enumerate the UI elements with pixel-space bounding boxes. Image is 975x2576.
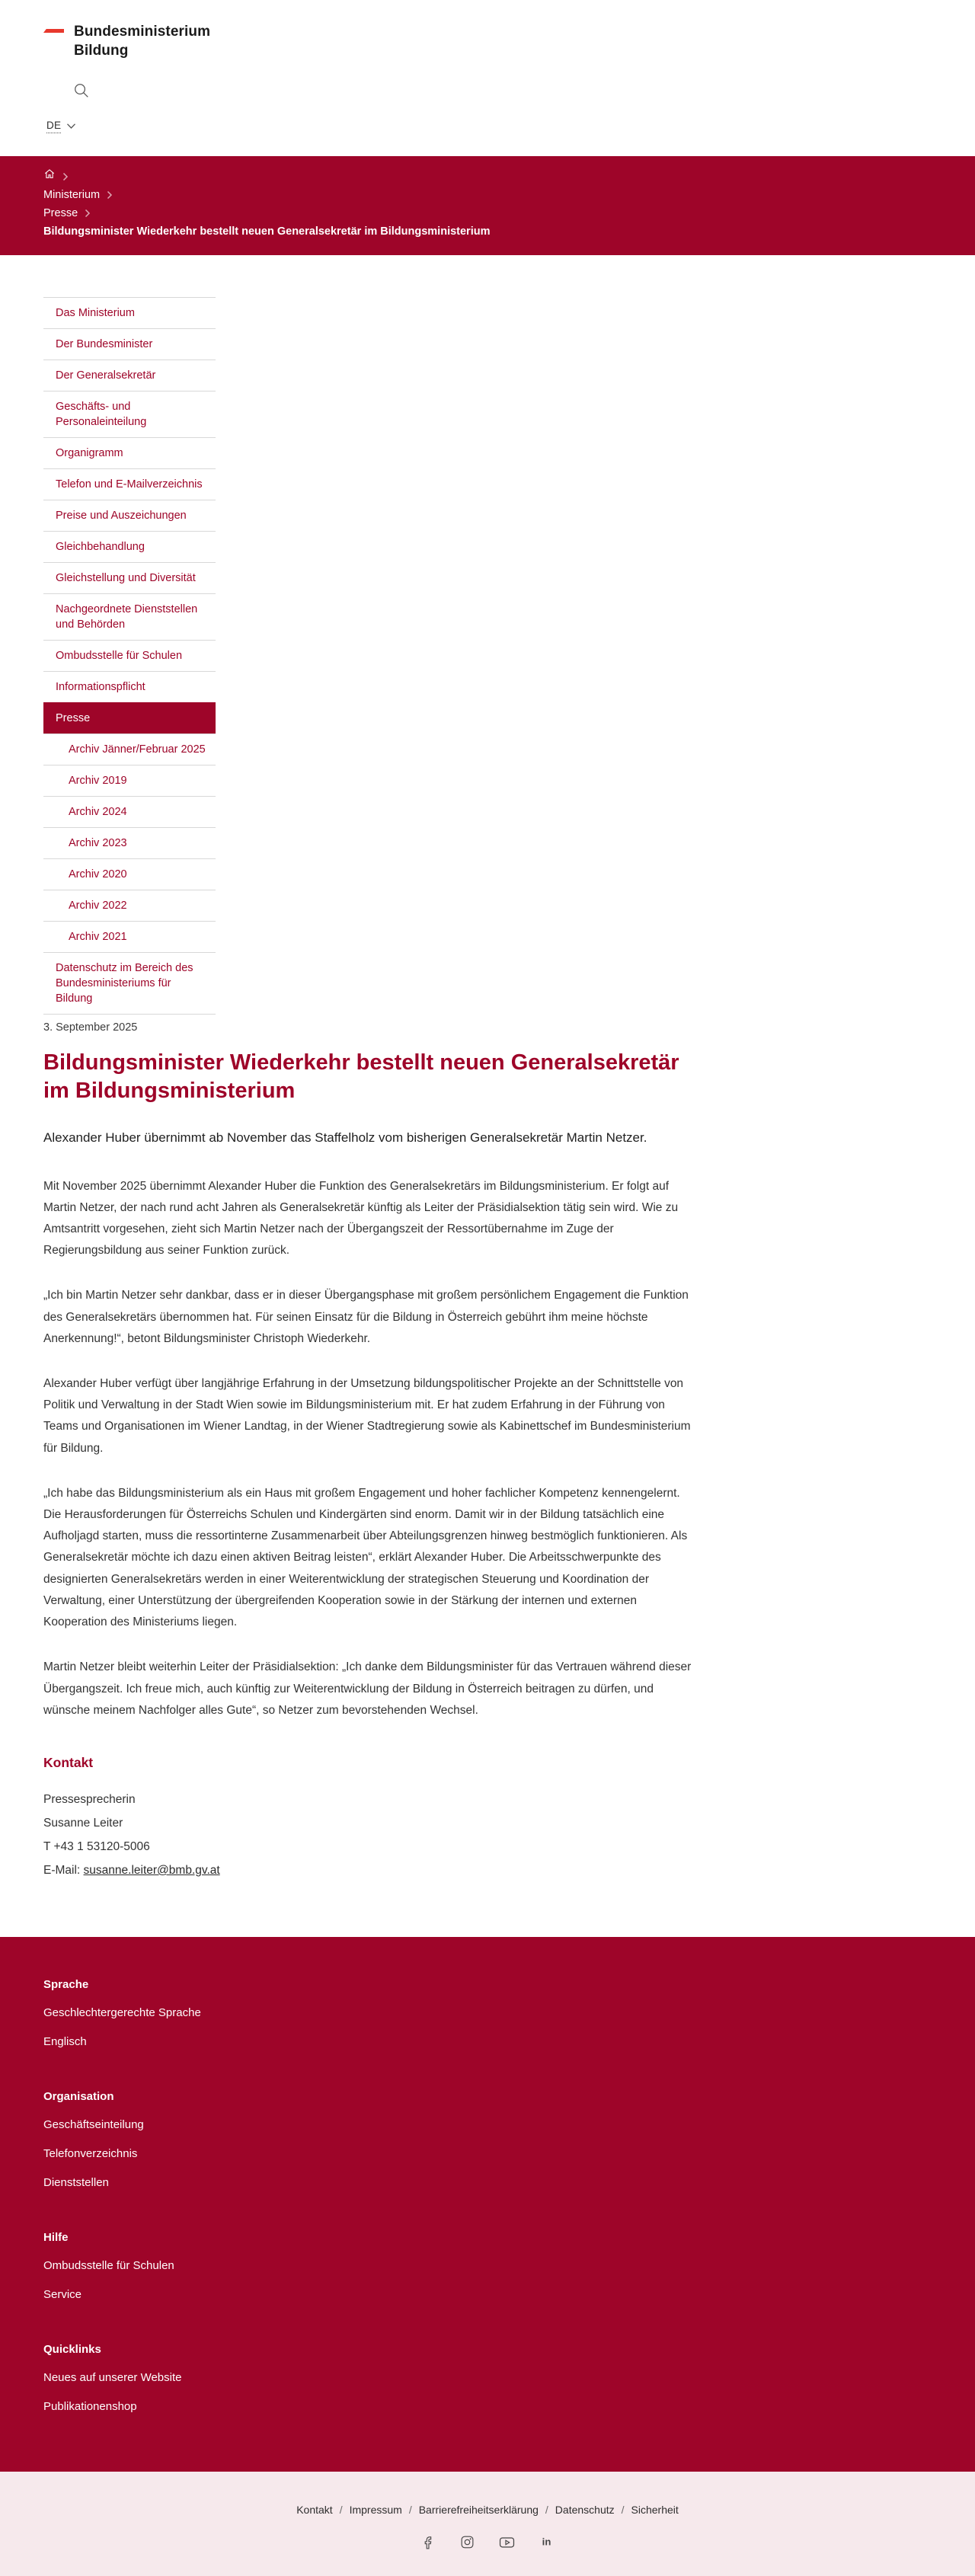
sidebar-item-gleichstellung-diversitaet[interactable]: Gleichstellung und Diversität [43,562,216,593]
sidebar-item-preise-auszeichnungen[interactable]: Preise und Auszeichungen [43,500,216,531]
sidebar-item-der-bundesminister[interactable]: Der Bundesminister [43,328,216,360]
footer-link-publikationenshop[interactable]: Publikationenshop [43,2399,137,2413]
youtube-icon[interactable] [498,2534,516,2550]
facebook-icon[interactable] [420,2534,436,2550]
sidebar-subitem-archiv-2023[interactable]: Archiv 2023 [43,827,216,858]
article-paragraph: „Ich habe das Bildungsministerium als ein Haus mit großem Engagement und hoher fachlicher Kompetenz kennengelernt. Die Herausforderungen für Österreichs Schulen und Kindergärten sind enorm. Damit wir in der Bildung tatsächlich eine Aufholjagd starten, muss die ressortinterne Zusammenarbeit über Abteilungsgrenzen hinweg bestmöglich funktionieren. Als Generalsekretär möchte ich dazu einen aktiven Beitrag leisten“, erklärt Alexander Huber. Die Arbeitsschwerpunkte des designierten Generalsekretärs werden in einer Weiterentwicklung der strategischen Steuerung und Koordination der Verwaltung, einer Unterstützung der übergreifenden Kooperation sowie in der Stärkung der internen und externen Kooperation des Ministeriums liegen. [43,1486,688,1629]
footer-link-geschaeftseinteilung[interactable]: Geschäftseinteilung [43,2117,144,2131]
contact-email-link[interactable]: susanne.leiter@bmb.gv.at [83,1863,220,1877]
linkedin-icon[interactable] [539,2534,555,2550]
separator: / [621,2503,625,2516]
sidebar-subitem-archiv-2024[interactable]: Archiv 2024 [43,796,216,827]
breadcrumb-current-page: Bildungsminister Wiederkehr bestellt neuen Generalsekretär im Bildungsministerium [43,225,491,238]
ministry-name [74,23,210,60]
sidebar-subitem-archiv-2021[interactable]: Archiv 2021 [43,921,216,952]
sidebar-item-datenschutz[interactable]: Datenschutz im Bereich des Bundesministeriums für Bildung [43,952,216,1015]
sidebar-item-geschaefts-personaleinteilung[interactable]: Geschäfts- und Personaleinteilung [43,391,216,437]
sidebar-item-das-ministerium[interactable]: Das Ministerium [43,297,216,328]
contact-email-label: E-Mail: [43,1863,84,1877]
footer-group-organisation [43,2075,932,2197]
press-release-article [43,1021,695,1882]
austria-flag-icon [43,26,64,33]
sidebar-item-gleichbehandlung[interactable]: Gleichbehandlung [43,531,216,562]
footer-group-hilfe [43,2216,932,2309]
footer-group-title: Organisation [43,2089,114,2103]
footer-link-ombudsstelle[interactable]: Ombudsstelle für Schulen [43,2258,174,2272]
page-title: Bildungsminister Wiederkehr bestellt neuen Generalsekretär im Bildungsministerium [43,1050,679,1104]
sidebar-subitem-archiv-jaenner-februar-2025[interactable]: Archiv Jänner/Februar 2025 [43,733,216,765]
breadcrumb-item-presse[interactable]: Presse [43,207,78,220]
sidebar-item-nachgeordnete-dienststellen[interactable]: Nachgeordnete Dienststellen und Behörden [43,593,216,640]
sidebar-item-der-generalsekretaer[interactable]: Der Generalsekretär [43,360,216,391]
home-icon [43,171,56,183]
footer-group-title: Quicklinks [43,2342,101,2356]
article-paragraph: „Ich bin Martin Netzer sehr dankbar, dass er in dieser Übergangsphase mit großem persönlichem Engagement die Funktion des Generalsekretärs übernommen hat. Für seinen Einsatz für die Bildung in Österreich gebührt ihm meine höchste Anerkennung!“, betont Bildungsminister Christoph Wiederkehr. [43,1289,689,1345]
sidebar-item-presse-active[interactable]: Presse [43,702,216,733]
breadcrumb [0,156,975,255]
sidebar-item-ombudsstelle[interactable]: Ombudsstelle für Schulen [43,640,216,671]
site-footer [0,1937,975,2472]
social-links [0,2534,975,2550]
footer-group-title: Sprache [43,1977,89,1991]
footer-group-quicklinks [43,2328,932,2421]
footer-link-dienststellen[interactable]: Dienststellen [43,2175,109,2189]
bottom-link-impressum[interactable]: Impressum [349,2503,402,2516]
search-icon [72,90,90,101]
bottom-link-kontakt[interactable]: Kontakt [296,2503,333,2516]
breadcrumb-home-link[interactable] [43,168,56,186]
bottom-link-barrierefreiheit[interactable]: Barrierefreiheitserklärung [418,2503,539,2516]
separator: / [545,2503,548,2516]
sidebar-item-organigramm[interactable]: Organigramm [43,437,216,468]
chevron-down-icon [66,120,76,133]
footer-link-englisch[interactable]: Englisch [43,2034,87,2048]
contact-section [43,1755,695,1882]
footer-link-neues-auf-website[interactable]: Neues auf unserer Website [43,2370,182,2384]
separator: / [408,2503,412,2516]
instagram-icon[interactable] [459,2534,475,2550]
sidebar-subitem-archiv-2020[interactable]: Archiv 2020 [43,858,216,890]
contact-name: Susanne Leiter [43,1816,123,1830]
bottom-link-datenschutz[interactable]: Datenschutz [555,2503,615,2516]
footer-link-geschlechtergerechte-sprache[interactable]: Geschlechtergerechte Sprache [43,2006,201,2019]
ministry-name-line2: Bildung [74,42,129,59]
ministry-name-line1: Bundesministerium [74,24,211,40]
search-button[interactable] [72,81,90,101]
footer-link-telefonverzeichnis[interactable]: Telefonverzeichnis [43,2146,138,2160]
breadcrumb-item-ministerium[interactable]: Ministerium [43,189,101,202]
contact-email-line [43,1858,695,1882]
legal-links [0,2504,975,2516]
sidebar-item-telefon-emailverzeichnis[interactable]: Telefon und E-Mailverzeichnis [43,468,216,500]
svg-text:in: in [542,2536,551,2548]
ministry-logo[interactable] [43,23,932,60]
chevron-right-icon [85,209,91,218]
article-lead: Alexander Huber übernimmt ab November das Staffelholz vom bisherigen Generalsekretär Martin Netzer. [43,1130,647,1145]
language-selector[interactable] [46,120,932,133]
article-date: 3. September 2025 [43,1021,138,1034]
section-sidebar-nav [43,297,216,1015]
chevron-right-icon [62,172,69,181]
sidebar-subitem-archiv-2019[interactable]: Archiv 2019 [43,765,216,796]
bottom-link-sicherheit[interactable]: Sicherheit [631,2503,679,2516]
contact-phone: T +43 1 53120-5006 [43,1839,150,1853]
sidebar-item-informationspflicht[interactable]: Informationspflicht [43,671,216,702]
sidebar-subitem-archiv-2022[interactable]: Archiv 2022 [43,890,216,921]
article-paragraph: Alexander Huber verfügt über langjährige Erfahrung in der Umsetzung bildungspolitischer Projekte an der Schnittstelle von Politik und Verwaltung in der Stadt Wien sowie im Bildungsministerium mit. Er hat zudem Erfahrung in der Führung von Teams und Organisationen im Wiener Landtag, in der Wiener Stadtregierung sowie als Kabinettschef im Bundesministerium für Bildung. [43,1377,691,1455]
contact-role: Pressesprecherin [43,1792,136,1806]
footer-link-service[interactable]: Service [43,2287,82,2301]
separator: / [339,2503,343,2516]
language-label: DE [46,120,61,133]
footer-group-sprache [43,1963,932,2057]
contact-heading: Kontakt [43,1754,94,1770]
article-paragraph: Martin Netzer bleibt weiterhin Leiter der Präsidialsektion: „Ich danke dem Bildungsminister für das Vertrauen während dieser Übergangszeit. Ich freue mich, auch künftig zur Weiterentwicklung der Bildung in Österreich beitragen zu dürfen, und wünsche meinem Nachfolger alles Gute“, so Netzer zum bevorstehenden Wechsel. [43,1660,692,1717]
main-content [0,255,975,1882]
article-paragraph: Mit November 2025 übernimmt Alexander Huber die Funktion des Generalsekretärs im Bildungsministerium. Er folgt auf Martin Netzer, der nach rund acht Jahren als Generalsekretär künftig als Leiter der Präsidialsektion tätig sein wird. Wie zu Amtsantritt vorgesehen, zieht sich Martin Netzer nach der Übergangszeit der Ressortübernahme im Zuge der Regierungsbildung aus seiner Funktion zurück. [43,1179,679,1258]
chevron-right-icon [107,190,113,200]
site-header [0,0,975,156]
bottom-bar [0,2472,975,2576]
footer-group-title: Hilfe [43,2230,69,2244]
